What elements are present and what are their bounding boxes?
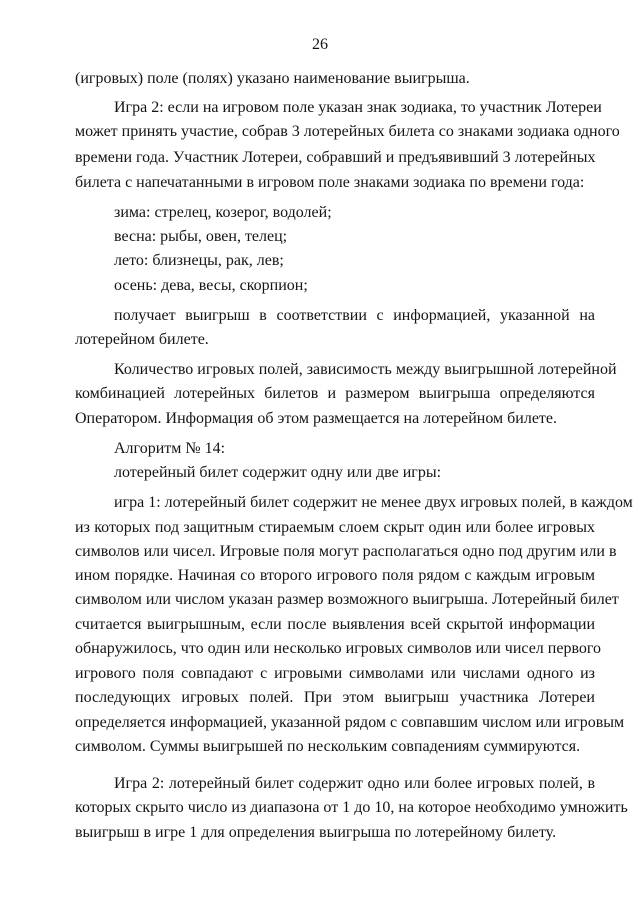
text-line: обнаружилось, что один или несколько игровых символов или чисел первого [75, 640, 602, 657]
text-line: лотерейный билет содержит одну или две игры: [114, 464, 442, 481]
text-line: Алгоритм № 14: [114, 440, 226, 457]
text-line: символов или чисел. Игровые поля могут располагаться одно под другим или в [75, 543, 617, 560]
text-line: выигрыш в игре 1 для определения выигрыша по лотерейному билету. [75, 824, 557, 841]
text-line: (игровых) поле (полях) указано наименование выигрыша. [75, 70, 470, 87]
text-line: определяется информацией, указанной рядом с совпавшим числом или игровым [75, 714, 625, 731]
text-line: комбинацией лотерейных билетов и размером выигрыша определяются [75, 385, 595, 402]
text-line: Игра 2: если на игровом поле указан знак зодиака, то участник Лотереи [114, 99, 602, 116]
text-line: осень: дева, весы, скорпион; [114, 277, 308, 294]
text-line: весна: рыбы, овен, телец; [114, 228, 288, 245]
text-line: ином порядке. Начиная со второго игрового поля рядом с каждым игровым [75, 567, 595, 584]
text-line: последующих игровых полей. При этом выигрыш участника Лотереи [75, 689, 595, 706]
text-line: лето: близнецы, рак, лев; [114, 252, 284, 269]
text-line: может принять участие, собрав 3 лотерейных билета со знаками зодиака одного [75, 123, 620, 140]
text-line: Оператором. Информация об этом размещается на лотерейном билете. [75, 410, 558, 427]
text-line: получает выигрыш в соответствии с информацией, указанной на [114, 307, 595, 324]
text-line: билета с напечатанными в игровом поле знаками зодиака по времени года: [75, 174, 585, 191]
text-line: времени года. Участник Лотереи, собравший и предъявивший 3 лотерейных [75, 149, 596, 166]
text-line: Количество игровых полей, зависимость между выигрышной лотерейной [114, 361, 617, 378]
page-number: 26 [312, 36, 328, 53]
text-line: лотерейном билете. [75, 331, 209, 348]
text-line: считается выигрышным, если после выявления всей скрытой информации [75, 616, 595, 633]
text-line: игра 1: лотерейный билет содержит не менее двух игровых полей, в каждом [114, 494, 633, 511]
text-line: символом. Суммы выигрышей по нескольким совпадениям суммируются. [75, 738, 581, 755]
text-line: игрового поля совпадают с игровыми символами или числами одного из [75, 665, 595, 682]
text-line: символом или числом указан размер возможного выигрыша. Лотерейный билет [75, 591, 619, 608]
text-line: Игра 2: лотерейный билет содержит одно или более игровых полей, в [114, 775, 595, 792]
text-line: зима: стрелец, козерог, водолей; [114, 204, 332, 221]
text-line: из которых под защитным стираемым слоем скрыт один или более игровых [75, 519, 595, 536]
text-line: которых скрыто число из диапазона от 1 до 10, на которое необходимо умножить [75, 799, 628, 816]
